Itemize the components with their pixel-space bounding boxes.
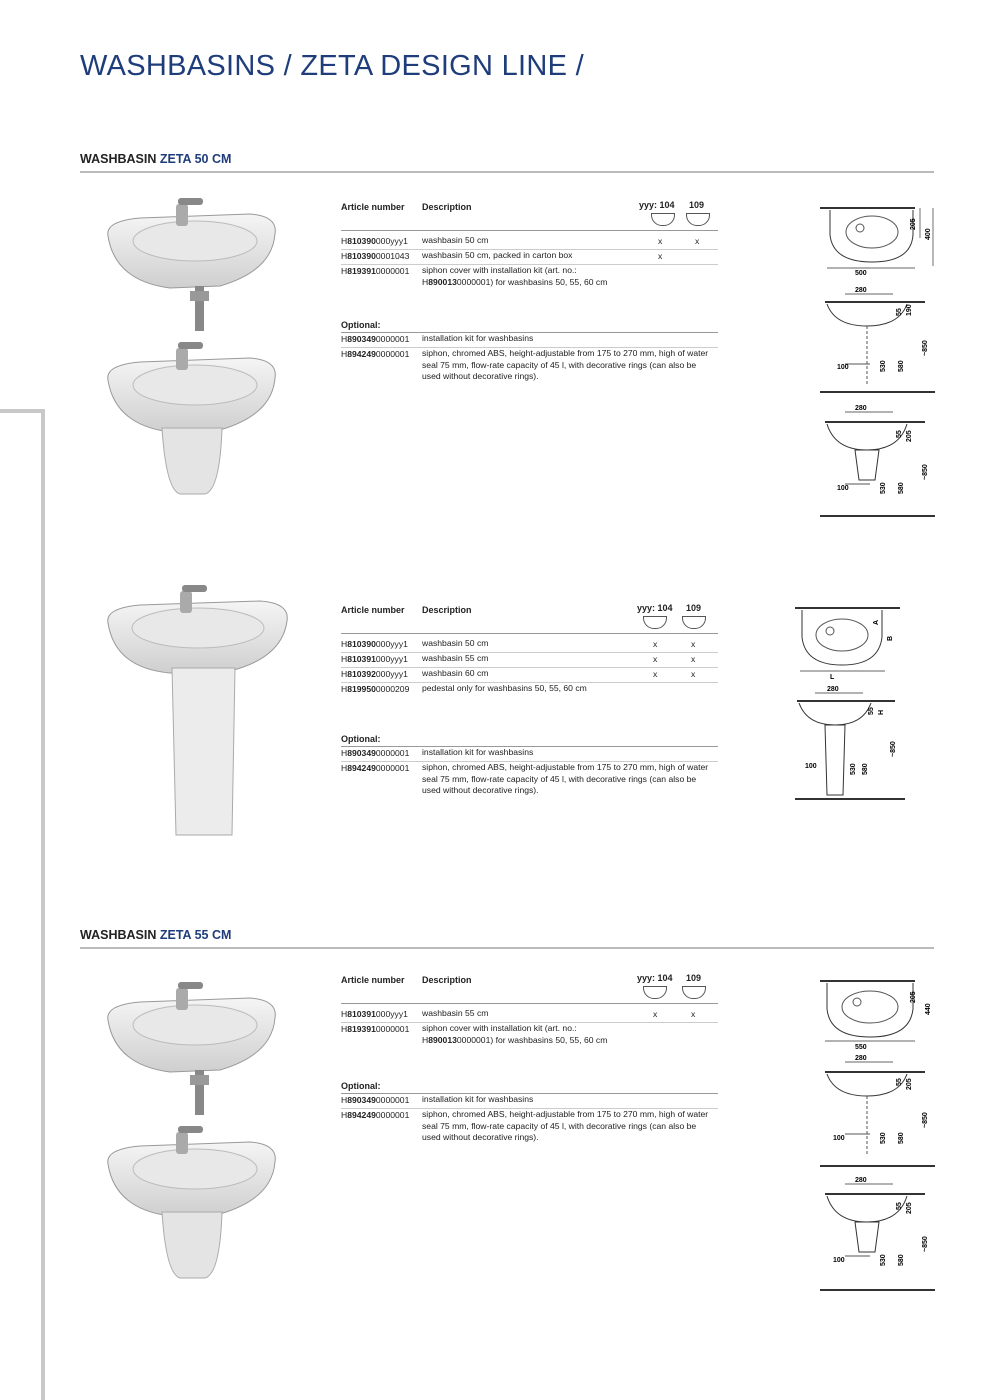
section-prefix: WASHBASIN bbox=[80, 928, 160, 942]
svg-text:~850: ~850 bbox=[922, 340, 929, 356]
header-col2: 109 bbox=[686, 973, 702, 983]
svg-text:580: 580 bbox=[898, 1254, 905, 1266]
svg-text:100: 100 bbox=[805, 763, 817, 770]
svg-text:580: 580 bbox=[898, 482, 905, 494]
product-table-3 bbox=[341, 973, 718, 1145]
svg-text:100: 100 bbox=[833, 1135, 845, 1142]
article-number: H8193910000001 bbox=[341, 1024, 410, 1034]
description: siphon, chromed ABS, height-adjustable from 175 to 270 mm, high of water seal 75 mm, flow-rate capacity of 45 l, with decorative rings (can also be used without decorative rings). bbox=[422, 1109, 709, 1142]
description: washbasin 60 cm bbox=[422, 668, 489, 678]
bowl-104-icon bbox=[643, 986, 667, 999]
table-header bbox=[341, 200, 718, 231]
svg-text:580: 580 bbox=[898, 1132, 905, 1144]
mark-109: x bbox=[695, 236, 700, 246]
svg-text:A: A bbox=[873, 619, 880, 625]
svg-text:205: 205 bbox=[906, 1202, 913, 1214]
mark-109: x bbox=[691, 654, 696, 664]
svg-text:55: 55 bbox=[896, 1202, 903, 1210]
mark-104: x bbox=[653, 654, 658, 664]
table-row bbox=[341, 1109, 718, 1145]
svg-text:500: 500 bbox=[855, 270, 867, 275]
header-article: Article number bbox=[341, 975, 405, 985]
description: siphon, chromed ABS, height-adjustable from 175 to 270 mm, high of water seal 75 mm, flow-rate capacity of 45 l, with decorative rings (can also be used without decorative rings). bbox=[422, 348, 709, 381]
svg-text:L: L bbox=[830, 674, 835, 681]
article-number: H8903490000001 bbox=[341, 334, 410, 344]
svg-text:55: 55 bbox=[896, 1078, 903, 1086]
svg-text:~850: ~850 bbox=[922, 464, 929, 480]
svg-text:280: 280 bbox=[855, 1055, 867, 1062]
header-col1: yyy: 104 bbox=[637, 973, 673, 983]
bowl-109-icon bbox=[682, 986, 706, 999]
side-tab bbox=[0, 409, 45, 1400]
optional-label: Optional: bbox=[341, 1080, 718, 1094]
article-number: H8903490000001 bbox=[341, 748, 410, 758]
page-title: WASHBASINS / ZETA DESIGN LINE / bbox=[80, 50, 585, 82]
svg-text:~850: ~850 bbox=[922, 1236, 929, 1252]
washbasin-with-full-pedestal-image bbox=[100, 583, 295, 845]
section-highlight: ZETA 55 CM bbox=[159, 928, 232, 942]
mark-104: x bbox=[653, 1009, 658, 1019]
table-row bbox=[341, 762, 718, 798]
svg-text:55: 55 bbox=[896, 430, 903, 438]
product-table-1 bbox=[341, 200, 718, 384]
article-number: H810392000yyy1 bbox=[341, 669, 408, 679]
article-number: H810391000yyy1 bbox=[341, 654, 408, 664]
svg-text:550: 550 bbox=[855, 1044, 867, 1050]
article-number: H8942490000001 bbox=[341, 763, 410, 773]
dimension-drawing-side-siphon-55 bbox=[815, 1052, 940, 1170]
header-col1: yyy: 104 bbox=[637, 603, 673, 613]
svg-text:530: 530 bbox=[880, 1254, 887, 1266]
table-header bbox=[341, 973, 718, 1004]
svg-text:~850: ~850 bbox=[922, 1112, 929, 1128]
article-number: H8942490000001 bbox=[341, 349, 410, 359]
header-description: Description bbox=[422, 975, 472, 985]
description: washbasin 55 cm bbox=[422, 1008, 489, 1018]
header-col2: 109 bbox=[689, 200, 705, 210]
section-heading-zeta-50 bbox=[80, 152, 934, 173]
svg-text:190: 190 bbox=[906, 304, 913, 316]
svg-text:H: H bbox=[878, 709, 885, 715]
svg-text:280: 280 bbox=[855, 405, 867, 412]
svg-text:B: B bbox=[887, 635, 894, 641]
article-number: H8199500000209 bbox=[341, 684, 410, 694]
mark-104: x bbox=[658, 251, 663, 261]
description: washbasin 50 cm bbox=[422, 235, 489, 245]
table-header bbox=[341, 603, 718, 634]
mark-109: x bbox=[691, 669, 696, 679]
header-col1: yyy: 104 bbox=[639, 200, 675, 210]
svg-text:205: 205 bbox=[910, 218, 917, 230]
svg-text:280: 280 bbox=[827, 686, 839, 693]
washbasin-with-half-pedestal-image bbox=[100, 340, 285, 500]
svg-text:100: 100 bbox=[833, 1257, 845, 1264]
section-highlight: ZETA 50 CM bbox=[159, 152, 232, 166]
dimension-drawing-side-pedestal bbox=[795, 683, 910, 803]
table-row bbox=[341, 653, 718, 668]
description: installation kit for washbasins bbox=[422, 747, 534, 757]
table-row bbox=[341, 683, 718, 697]
article-number: H8193910000001 bbox=[341, 266, 410, 276]
mark-104: x bbox=[653, 669, 658, 679]
description: pedestal only for washbasins 50, 55, 60 cm bbox=[422, 683, 587, 693]
product-table-2 bbox=[341, 603, 718, 798]
svg-text:530: 530 bbox=[880, 482, 887, 494]
description: siphon cover with installation kit (art. no.: H8900130000001) for washbasins 50, 55, 60 cm bbox=[422, 265, 608, 287]
header-description: Description bbox=[422, 202, 472, 212]
description: siphon cover with installation kit (art. no.: H8900130000001) for washbasins 50, 55, 60 cm bbox=[422, 1023, 608, 1045]
washbasin-55-with-half-pedestal-image bbox=[100, 1124, 285, 1284]
svg-text:205: 205 bbox=[906, 1078, 913, 1090]
svg-text:55: 55 bbox=[868, 707, 875, 715]
svg-text:400: 400 bbox=[925, 228, 932, 240]
table-row bbox=[341, 348, 718, 384]
description: siphon, chromed ABS, height-adjustable from 175 to 270 mm, high of water seal 75 mm, flow-rate capacity of 45 l, with decorative rings (can also be used without decorative rings). bbox=[422, 762, 709, 795]
bowl-104-icon bbox=[651, 213, 675, 226]
description: washbasin 50 cm bbox=[422, 638, 489, 648]
svg-text:100: 100 bbox=[837, 485, 849, 492]
washbasin-55-with-siphon-image bbox=[100, 980, 285, 1120]
svg-text:580: 580 bbox=[898, 360, 905, 372]
mark-104: x bbox=[658, 236, 663, 246]
dimension-drawing-top-50 bbox=[815, 200, 940, 275]
svg-text:55: 55 bbox=[896, 308, 903, 316]
header-description: Description bbox=[422, 605, 472, 615]
table-row bbox=[341, 250, 718, 265]
dimension-drawing-top-generic bbox=[790, 603, 910, 683]
svg-text:580: 580 bbox=[862, 763, 869, 775]
table-row bbox=[341, 1094, 718, 1109]
svg-text:205: 205 bbox=[906, 430, 913, 442]
dimension-drawing-side-siphon-50 bbox=[815, 284, 940, 399]
description: washbasin 55 cm bbox=[422, 653, 489, 663]
table-row bbox=[341, 1023, 718, 1047]
svg-text:100: 100 bbox=[837, 364, 849, 371]
svg-text:440: 440 bbox=[925, 1003, 932, 1015]
article-number: H8942490000001 bbox=[341, 1110, 410, 1120]
table-row bbox=[341, 1008, 718, 1023]
table-row bbox=[341, 265, 718, 289]
svg-text:205: 205 bbox=[910, 991, 917, 1003]
svg-text:280: 280 bbox=[855, 1177, 867, 1184]
table-row bbox=[341, 668, 718, 683]
dimension-drawing-top-55 bbox=[815, 975, 940, 1050]
table-row bbox=[341, 235, 718, 250]
description: washbasin 50 cm, packed in carton box bbox=[422, 250, 573, 260]
svg-text:~850: ~850 bbox=[890, 741, 897, 757]
mark-109: x bbox=[691, 639, 696, 649]
svg-text:530: 530 bbox=[880, 1132, 887, 1144]
dimension-drawing-side-halfped-50 bbox=[815, 402, 940, 520]
svg-text:280: 280 bbox=[855, 287, 867, 294]
mark-104: x bbox=[653, 639, 658, 649]
table-row bbox=[341, 747, 718, 762]
header-article: Article number bbox=[341, 202, 405, 212]
svg-text:530: 530 bbox=[850, 763, 857, 775]
section-heading-zeta-55 bbox=[80, 928, 934, 949]
article-number: H810390000yyy1 bbox=[341, 236, 408, 246]
description: installation kit for washbasins bbox=[422, 333, 534, 343]
description: installation kit for washbasins bbox=[422, 1094, 534, 1104]
washbasin-with-siphon-image bbox=[100, 196, 285, 336]
table-row bbox=[341, 638, 718, 653]
article-number: H810391000yyy1 bbox=[341, 1009, 408, 1019]
mark-109: x bbox=[691, 1009, 696, 1019]
bowl-109-icon bbox=[686, 213, 710, 226]
article-number: H8903490000001 bbox=[341, 1095, 410, 1105]
bowl-104-icon bbox=[643, 616, 667, 629]
svg-text:530: 530 bbox=[880, 360, 887, 372]
table-row bbox=[341, 333, 718, 348]
optional-label: Optional: bbox=[341, 733, 718, 747]
header-col2: 109 bbox=[686, 603, 702, 613]
article-number: H810390000yyy1 bbox=[341, 639, 408, 649]
section-prefix: WASHBASIN bbox=[80, 152, 160, 166]
optional-label: Optional: bbox=[341, 319, 718, 333]
dimension-drawing-side-halfped-55 bbox=[815, 1172, 940, 1294]
header-article: Article number bbox=[341, 605, 405, 615]
article-number: H8103900001043 bbox=[341, 251, 410, 261]
bowl-109-icon bbox=[682, 616, 706, 629]
